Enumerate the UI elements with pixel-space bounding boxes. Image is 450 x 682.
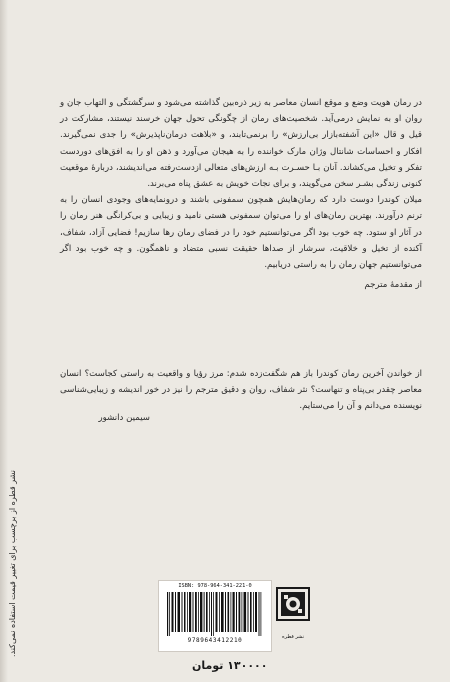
synopsis-source: از مقدمهٔ مترجم	[364, 280, 422, 291]
endorsement-text: از خواندن آخرین رمان کوندرا باز هم شگفت‌زده شدم: مرز رؤیا و واقعیت به راستی کجاست؟ انسان معاصر چقدر بی‌پناه و تنهاست؟ نثر شفاف، روان و دقیق مترجم را نیز در خور اندیشه و زیبایی‌شناسی نویسنده می‌دانم و آن را می‌ستایم.	[60, 369, 422, 412]
publisher-name: نشر قطره	[281, 634, 305, 640]
spine-shadow	[0, 0, 8, 682]
synopsis-block	[60, 95, 422, 293]
publisher-logo-icon	[275, 586, 311, 634]
synopsis-paragraph: در رمان هویت وضع و موقع انسان معاصر به زیر ذره‌بین گذاشته می‌شود و سرگشتگی و التهاب جان و روان او به نمایش درمی‌آید. شخصیت‌های رمان از چگونگی تحول جهان خرسند نیستند، مشارکت در قیل و قال «این آشفته‌بازار بی‌ارزش» را برنمی‌تابند، و «بلاهت درمان‌ناپذیرش» را جدی نمی‌گیرند. افکار و احساسات شانتال وژان مارک خواننده را به هیجان می‌آورد و ذهن او را به افق‌های دوردست تفکر و تخیل می‌کشاند. آنان بـا حسـرت بـه ارزش‌های متعالی ازدست‌رفته می‌اندیشند، دربارهٔ موقعیت کنونی زندگی بشـر سخن می‌گویند، و برای نجات خویش به عشق پناه می‌برند.	[60, 98, 422, 190]
synopsis-paragraph: میلان کوندرا دوست دارد که رمان‌هایش همچون سمفونی باشند و درونمایه‌های وجودی انسان را به ترنم درآورند. بهترین رمان‌های او را می‌توان سمفونی هستی نامید و زیبایی و بی‌کرانگی هنر رمان را در آثار او ستود. چه خوب بود اگر می‌توانستیم خود را در فضای رمان رها سازیم! فضایی آزاد، شفاف، آکنده از تخیل و خلاقیت، سرشار از صداها حقیقت نسبی متضاد و ناهمگون. و چه خوب بود اگر می‌توانستیم جهان رمان را به راستی دریابیم.	[60, 195, 422, 271]
price-label: ۱۳۰۰۰۰ تومان	[192, 659, 268, 672]
barcode-number: 9789643412210	[187, 637, 243, 644]
barcode-icon	[165, 592, 265, 636]
endorsement-signature: سیمین دانشور	[98, 413, 150, 423]
endorsement-quote	[60, 366, 422, 415]
price-sticker-note: نشر قطره از برچسب برای تغییر قیمت استفاده نمی‌کند.	[8, 470, 17, 658]
barcode-label	[158, 580, 272, 652]
isbn-text: ISBN: 978-964-341-221-0	[178, 583, 252, 589]
